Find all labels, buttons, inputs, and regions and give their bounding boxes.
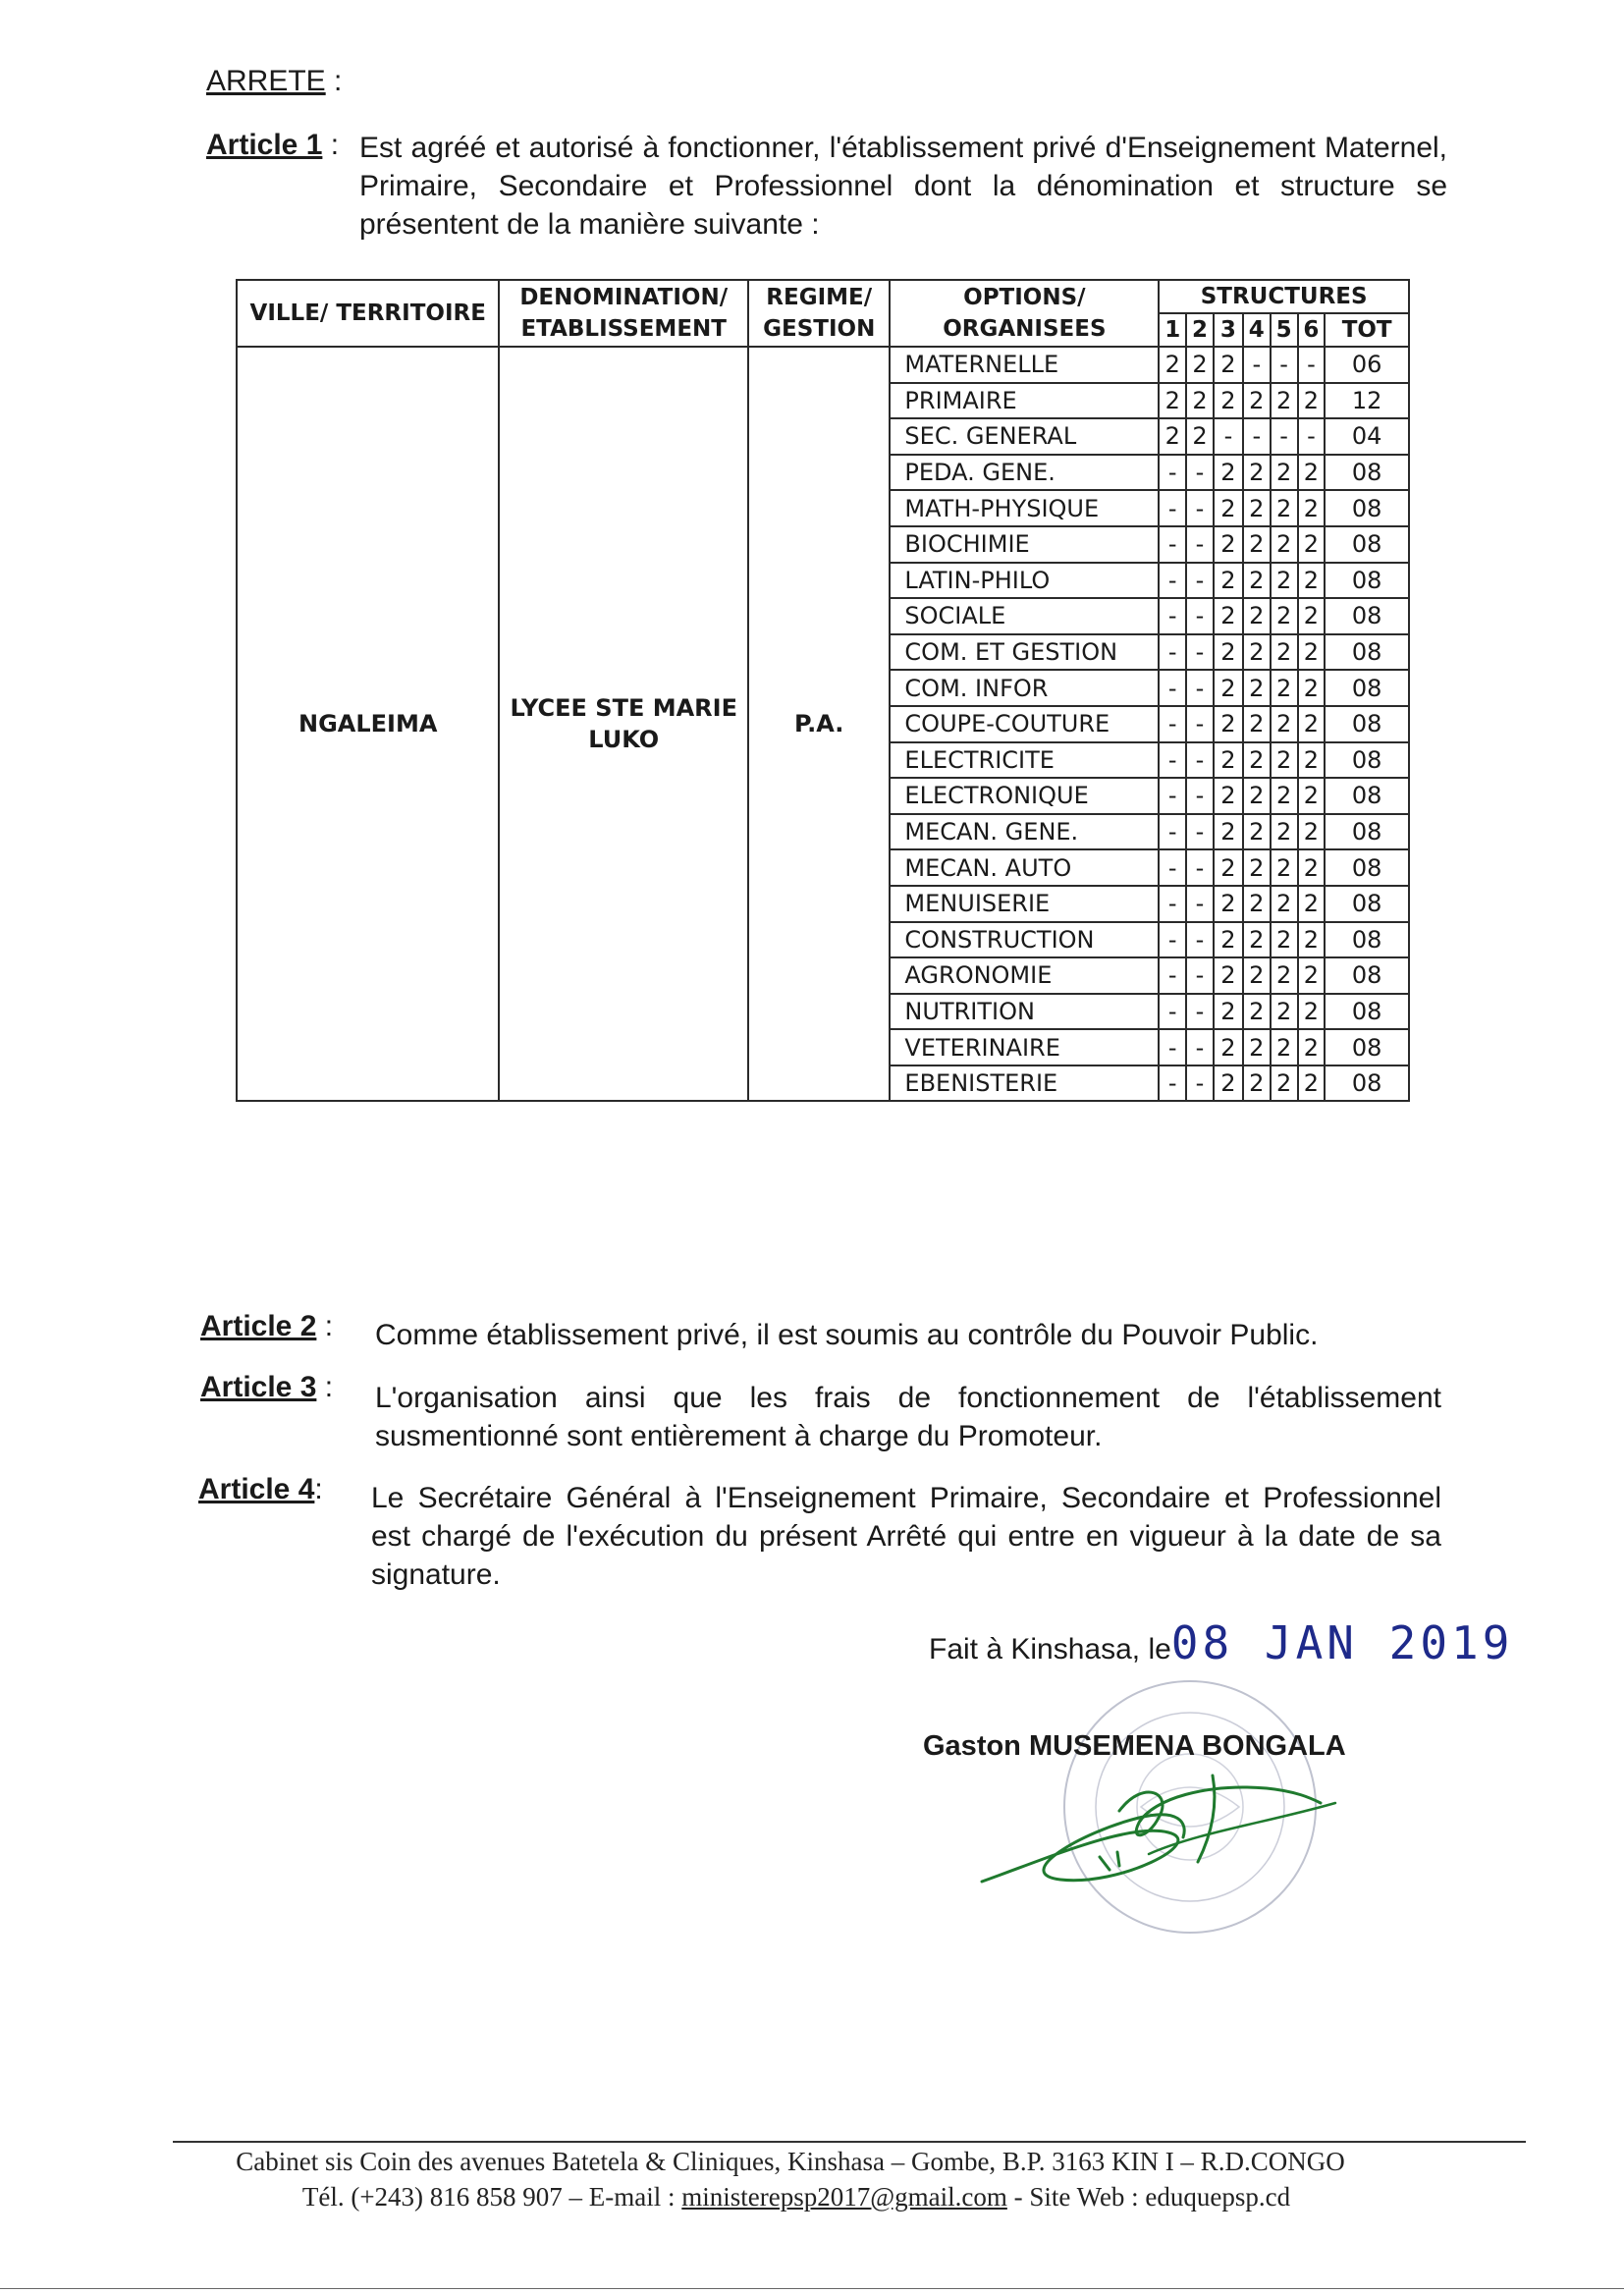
- article-2-label-wrap: Article 2 :: [200, 1310, 334, 1342]
- level-3-value: 2: [1214, 706, 1243, 742]
- level-6-value: 2: [1298, 994, 1326, 1030]
- level-2-value: -: [1186, 526, 1214, 563]
- level-3-value: 2: [1214, 526, 1243, 563]
- level-3-value: 2: [1214, 347, 1243, 383]
- header-level-1: 1: [1159, 313, 1186, 347]
- option-name: PRIMAIRE: [890, 383, 1159, 419]
- level-4-value: 2: [1243, 957, 1271, 994]
- level-5-value: 2: [1271, 490, 1298, 526]
- level-3-value: 2: [1214, 849, 1243, 886]
- level-1-value: -: [1159, 1029, 1186, 1065]
- level-6-value: 2: [1298, 634, 1326, 671]
- level-2-value: -: [1186, 778, 1214, 814]
- level-2-value: -: [1186, 1029, 1214, 1065]
- level-5-value: 2: [1271, 1029, 1298, 1065]
- level-5-value: 2: [1271, 383, 1298, 419]
- level-4-value: 2: [1243, 742, 1271, 779]
- header-regime: REGIME/ GESTION: [748, 280, 890, 347]
- option-name: PEDA. GENE.: [890, 455, 1159, 491]
- option-name: VETERINAIRE: [890, 1029, 1159, 1065]
- level-5-value: 2: [1271, 563, 1298, 599]
- option-name: SOCIALE: [890, 598, 1159, 634]
- total-value: 08: [1325, 490, 1409, 526]
- option-name: ELECTRONIQUE: [890, 778, 1159, 814]
- level-4-value: 2: [1243, 814, 1271, 850]
- option-name: MENUISERIE: [890, 886, 1159, 922]
- option-name: LATIN-PHILO: [890, 563, 1159, 599]
- total-value: 08: [1325, 778, 1409, 814]
- level-1-value: -: [1159, 490, 1186, 526]
- article-4-text: Le Secrétaire Général à l'Enseignement Primaire, Secondaire et Professionnel est chargé de l'exécution du présent Arrêté qui entre en vigueur à la date de sa signature.: [371, 1482, 1441, 1591]
- total-value: 08: [1325, 849, 1409, 886]
- level-5-value: 2: [1271, 526, 1298, 563]
- header-structures: STRUCTURES: [1159, 280, 1409, 313]
- level-5-value: -: [1271, 347, 1298, 383]
- level-2-value: 2: [1186, 383, 1214, 419]
- level-6-value: 2: [1298, 778, 1326, 814]
- level-2-value: -: [1186, 1065, 1214, 1102]
- total-value: 08: [1325, 742, 1409, 779]
- level-5-value: 2: [1271, 994, 1298, 1030]
- total-value: 08: [1325, 994, 1409, 1030]
- level-3-value: 2: [1214, 742, 1243, 779]
- level-5-value: 2: [1271, 957, 1298, 994]
- header-level-2: 2: [1186, 313, 1214, 347]
- total-value: 08: [1325, 563, 1409, 599]
- article-1-text: Est agréé et autorisé à fonctionner, l'établissement privé d'Enseignement Maternel, Primaire, Secondaire et Professionnel dont la dénomination et structure se présentent de la manière suivante :: [359, 132, 1447, 241]
- level-4-value: 2: [1243, 490, 1271, 526]
- total-value: 08: [1325, 1029, 1409, 1065]
- bottom-edge-line: [0, 2288, 1624, 2289]
- level-3-value: 2: [1214, 886, 1243, 922]
- signatory-name: Gaston MUSEMENA BONGALA: [923, 1730, 1346, 1762]
- header-level-6: 6: [1298, 313, 1326, 347]
- header-ville: VILLE/ TERRITOIRE: [237, 280, 499, 347]
- total-value: 08: [1325, 670, 1409, 706]
- level-1-value: -: [1159, 814, 1186, 850]
- article-2-label: Article 2: [200, 1310, 317, 1342]
- level-6-value: 2: [1298, 886, 1326, 922]
- level-2-value: -: [1186, 994, 1214, 1030]
- level-6-value: 2: [1298, 670, 1326, 706]
- level-4-value: 2: [1243, 1029, 1271, 1065]
- option-name: COM. INFOR: [890, 670, 1159, 706]
- option-name: MECAN. AUTO: [890, 849, 1159, 886]
- header-level-4: 4: [1243, 313, 1271, 347]
- level-2-value: -: [1186, 922, 1214, 958]
- level-1-value: -: [1159, 922, 1186, 958]
- total-value: 06: [1325, 347, 1409, 383]
- total-value: 08: [1325, 922, 1409, 958]
- article-1-label-wrap: Article 1 :: [206, 129, 340, 161]
- article-3-label-wrap: Article 3 :: [200, 1371, 334, 1403]
- article-3-text: L'organisation ainsi que les frais de fonctionnement de l'établissement susmentionné sont entièrement à charge du Promoteur.: [375, 1382, 1441, 1452]
- option-name: AGRONOMIE: [890, 957, 1159, 994]
- arrete-heading: ARRETE: [206, 65, 326, 97]
- level-2-value: -: [1186, 886, 1214, 922]
- total-value: 08: [1325, 886, 1409, 922]
- level-3-value: 2: [1214, 778, 1243, 814]
- level-2-value: -: [1186, 490, 1214, 526]
- total-value: 08: [1325, 1065, 1409, 1102]
- header-level-tot: TOT: [1325, 313, 1409, 347]
- place-prefix: Fait à Kinshasa, le: [929, 1633, 1171, 1666]
- table-row: [237, 347, 1409, 383]
- total-value: 04: [1325, 418, 1409, 455]
- level-5-value: 2: [1271, 670, 1298, 706]
- level-6-value: 2: [1298, 563, 1326, 599]
- level-1-value: -: [1159, 1065, 1186, 1102]
- level-4-value: 2: [1243, 994, 1271, 1030]
- level-2-value: -: [1186, 455, 1214, 491]
- option-name: BIOCHIMIE: [890, 526, 1159, 563]
- level-5-value: -: [1271, 418, 1298, 455]
- level-2-value: -: [1186, 849, 1214, 886]
- level-1-value: 2: [1159, 383, 1186, 419]
- option-name: MECAN. GENE.: [890, 814, 1159, 850]
- level-6-value: 2: [1298, 742, 1326, 779]
- level-6-value: -: [1298, 347, 1326, 383]
- level-1-value: 2: [1159, 418, 1186, 455]
- level-3-value: 2: [1214, 1029, 1243, 1065]
- level-4-value: 2: [1243, 1065, 1271, 1102]
- level-1-value: -: [1159, 634, 1186, 671]
- option-name: MATH-PHYSIQUE: [890, 490, 1159, 526]
- level-2-value: -: [1186, 706, 1214, 742]
- level-2-value: -: [1186, 634, 1214, 671]
- level-3-value: 2: [1214, 598, 1243, 634]
- level-6-value: 2: [1298, 849, 1326, 886]
- option-name: NUTRITION: [890, 994, 1159, 1030]
- level-5-value: 2: [1271, 742, 1298, 779]
- header-denomination: DENOMINATION/ ETABLISSEMENT: [499, 280, 748, 347]
- level-1-value: -: [1159, 886, 1186, 922]
- cell-regime: P.A.: [748, 347, 890, 1101]
- level-1-value: -: [1159, 849, 1186, 886]
- total-value: 08: [1325, 634, 1409, 671]
- level-3-value: 2: [1214, 670, 1243, 706]
- level-1-value: -: [1159, 778, 1186, 814]
- article-2-text: Comme établissement privé, il est soumis au contrôle du Pouvoir Public.: [375, 1319, 1319, 1351]
- level-1-value: 2: [1159, 347, 1186, 383]
- level-5-value: 2: [1271, 706, 1298, 742]
- level-2-value: -: [1186, 814, 1214, 850]
- level-5-value: 2: [1271, 922, 1298, 958]
- level-3-value: 2: [1214, 1065, 1243, 1102]
- level-6-value: 2: [1298, 1065, 1326, 1102]
- article-4-label: Article 4: [198, 1473, 315, 1505]
- level-3-value: 2: [1214, 455, 1243, 491]
- header-options: OPTIONS/ ORGANISEES: [890, 280, 1159, 347]
- level-3-value: -: [1214, 418, 1243, 455]
- level-2-value: -: [1186, 563, 1214, 599]
- structure-table: [236, 279, 1410, 1102]
- level-3-value: 2: [1214, 563, 1243, 599]
- level-4-value: 2: [1243, 778, 1271, 814]
- level-4-value: 2: [1243, 598, 1271, 634]
- article-4-label-wrap: Article 4:: [198, 1473, 323, 1505]
- level-5-value: 2: [1271, 455, 1298, 491]
- article-3-label: Article 3: [200, 1371, 317, 1403]
- cell-denomination: LYCEE STE MARIE LUKO: [499, 347, 748, 1101]
- total-value: 08: [1325, 957, 1409, 994]
- level-6-value: 2: [1298, 383, 1326, 419]
- total-value: 08: [1325, 706, 1409, 742]
- header-level-3: 3: [1214, 313, 1243, 347]
- level-3-value: 2: [1214, 490, 1243, 526]
- level-3-value: 2: [1214, 814, 1243, 850]
- level-1-value: -: [1159, 742, 1186, 779]
- level-5-value: 2: [1271, 598, 1298, 634]
- total-value: 08: [1325, 526, 1409, 563]
- total-value: 08: [1325, 814, 1409, 850]
- level-3-value: 2: [1214, 922, 1243, 958]
- level-3-value: 2: [1214, 957, 1243, 994]
- footer-tel: Tél. (+243) 816 858 907 – E-mail :: [301, 2182, 682, 2212]
- footer-email-link[interactable]: ministerepsp2017@gmail.com: [681, 2182, 1007, 2212]
- level-1-value: -: [1159, 957, 1186, 994]
- footer-contact: [0, 2182, 1608, 2212]
- level-4-value: 2: [1243, 526, 1271, 563]
- cell-ville: NGALEIMA: [237, 347, 499, 1101]
- total-value: 08: [1325, 598, 1409, 634]
- level-5-value: 2: [1271, 814, 1298, 850]
- level-3-value: 2: [1214, 634, 1243, 671]
- level-2-value: -: [1186, 957, 1214, 994]
- level-6-value: 2: [1298, 1029, 1326, 1065]
- level-6-value: 2: [1298, 598, 1326, 634]
- level-5-value: 2: [1271, 778, 1298, 814]
- handwritten-signature-icon: [972, 1764, 1345, 1911]
- level-5-value: 2: [1271, 849, 1298, 886]
- level-2-value: 2: [1186, 418, 1214, 455]
- level-6-value: 2: [1298, 957, 1326, 994]
- option-name: EBENISTERIE: [890, 1065, 1159, 1102]
- level-1-value: -: [1159, 563, 1186, 599]
- level-4-value: 2: [1243, 670, 1271, 706]
- option-name: ELECTRICITE: [890, 742, 1159, 779]
- level-6-value: 2: [1298, 526, 1326, 563]
- level-4-value: 2: [1243, 563, 1271, 599]
- level-1-value: -: [1159, 670, 1186, 706]
- level-6-value: 2: [1298, 922, 1326, 958]
- level-4-value: -: [1243, 418, 1271, 455]
- level-2-value: -: [1186, 742, 1214, 779]
- level-6-value: -: [1298, 418, 1326, 455]
- option-name: MATERNELLE: [890, 347, 1159, 383]
- date-stamp: 08 JAN 2019: [1170, 1616, 1514, 1669]
- level-3-value: 2: [1214, 383, 1243, 419]
- option-name: COM. ET GESTION: [890, 634, 1159, 671]
- level-1-value: -: [1159, 598, 1186, 634]
- level-3-value: 2: [1214, 994, 1243, 1030]
- level-6-value: 2: [1298, 455, 1326, 491]
- level-4-value: 2: [1243, 383, 1271, 419]
- level-2-value: -: [1186, 670, 1214, 706]
- level-5-value: 2: [1271, 886, 1298, 922]
- level-5-value: 2: [1271, 634, 1298, 671]
- header-level-5: 5: [1271, 313, 1298, 347]
- level-2-value: 2: [1186, 347, 1214, 383]
- option-name: SEC. GENERAL: [890, 418, 1159, 455]
- footer-site: - Site Web : eduquepsp.cd: [1006, 2182, 1291, 2212]
- level-4-value: 2: [1243, 849, 1271, 886]
- option-name: CONSTRUCTION: [890, 922, 1159, 958]
- footer-address: Cabinet sis Coin des avenues Batetela & Cliniques, Kinshasa – Gombe, B.P. 3163 KIN I – R.D.CONGO: [236, 2147, 1345, 2176]
- option-name: COUPE-COUTURE: [890, 706, 1159, 742]
- level-1-value: -: [1159, 994, 1186, 1030]
- level-1-value: -: [1159, 706, 1186, 742]
- level-1-value: -: [1159, 455, 1186, 491]
- level-4-value: 2: [1243, 922, 1271, 958]
- total-value: 08: [1325, 455, 1409, 491]
- article-1-label: Article 1: [206, 129, 323, 161]
- level-5-value: 2: [1271, 1065, 1298, 1102]
- level-6-value: 2: [1298, 814, 1326, 850]
- level-6-value: 2: [1298, 706, 1326, 742]
- level-4-value: 2: [1243, 634, 1271, 671]
- level-4-value: -: [1243, 347, 1271, 383]
- footer-divider: [173, 2141, 1526, 2143]
- total-value: 12: [1325, 383, 1409, 419]
- level-4-value: 2: [1243, 455, 1271, 491]
- level-4-value: 2: [1243, 886, 1271, 922]
- level-1-value: -: [1159, 526, 1186, 563]
- arrete-heading-wrap: ARRETE :: [206, 65, 343, 97]
- level-6-value: 2: [1298, 490, 1326, 526]
- level-2-value: -: [1186, 598, 1214, 634]
- level-4-value: 2: [1243, 706, 1271, 742]
